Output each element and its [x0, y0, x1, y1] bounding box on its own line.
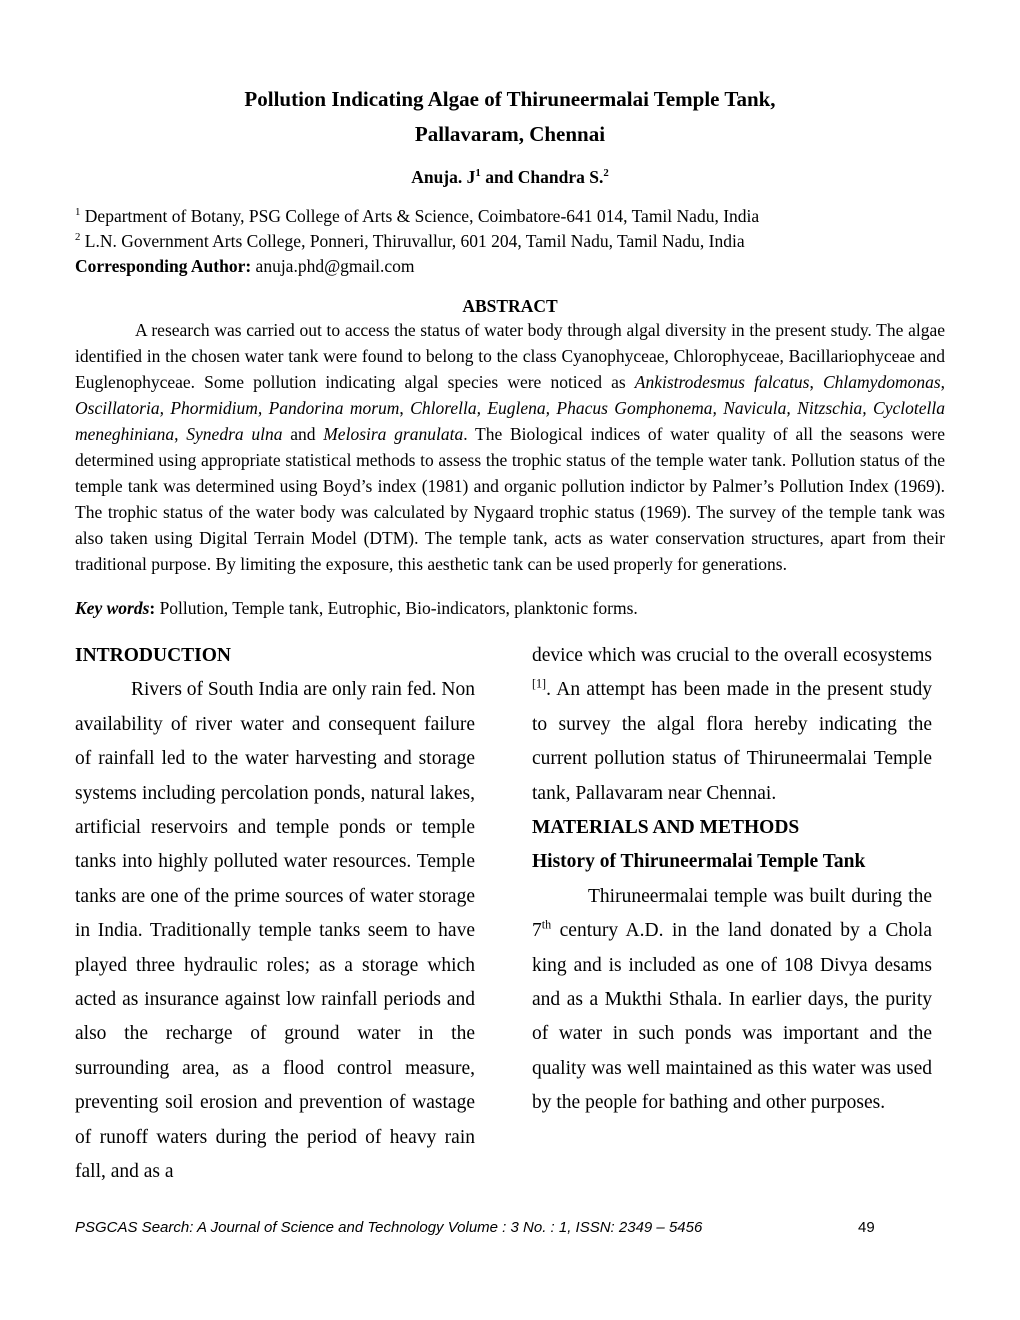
history-paragraph: Thiruneermalai temple was built during the 7th century A.D. in the land donated by a Chola king and is included as one of 108 Divya desams and as a Mukthi Sthala. In earlier days, the purity of water in such ponds was important and the quality was well maintained as this water was used by the people for bathing and other purposes.: [532, 885, 932, 1114]
paper-title: [75, 82, 945, 152]
paper-title-line2: Pallavaram, Chennai: [414, 122, 606, 146]
materials-methods-heading: MATERIALS AND METHODS: [532, 817, 800, 839]
authors-line: Anuja. $J^1$ and Chandra S.$^2$: [411, 167, 609, 187]
introduction-paragraph: Rivers of South India are only rain fed. Non availability of river water and consequent failure of rainfall led to the water harvesting and storage systems including percolation ponds, natural lakes, artificial reservoirs and temple ponds or temple tanks into highly polluted water resources. Temple tanks are one of the prime sources of water storage in India. Traditionally temple tanks seem to have played three hydraulic roles; as a storage which acted as insurance against low rainfall periods and also the recharge of ground water in the surrounding area, as a flood control measure, preventing soil erosion and prevention of wastage of runoff waters during the period of heavy rain fall, and as a: [75, 679, 475, 1183]
abstract-paragraph: A research was carried out to access the status of water body through algal diversity in the present study. The algae identified in the chosen water tank were found to belong to the class Cyanophyceae, Chlorophyceae, Bacillariophyceae and Euglenophyceae. Some pollution indicating algal species were noticed as Ankistrodesmus falcatus, Chlamydomonas, Oscillatoria, Phormidium, Pandorina morum, Chlorella, Euglena, Phacus Gomphonema, Navicula, Nitzschia, Cyclotella meneghiniana, Synedra ulna and Melosira granulata. The Biological indices of water quality of all the seasons were determined using appropriate statistical methods to assess the trophic status of the temple water tank. Pollution status of the temple tank was determined using Boyd’s index (1981) and organic pollution indictor by Palmer’s Pollution Index (1969). The trophic status of the water body was calculated by Nygaard trophic status (1969). The survey of the temple tank was also taken using Digital Terrain Model (DTM). The temple tank, acts as water conservation structures, apart from their traditional purpose. By limiting the exposure, this aesthetic tank can be used properly for generations.: [75, 320, 946, 574]
right-column: [532, 639, 932, 1190]
page-footer: [75, 1219, 945, 1236]
right-column-paragraph-1: device which was crucial to the overall ecosystems [1]. An attempt has been made in the present study to survey the algal flora hereby indicating the current pollution status of Thiruneermalai Temple tank, Pallavaram near Chennai.: [532, 645, 932, 804]
introduction-heading: INTRODUCTION: [75, 645, 232, 666]
keywords-line: Key words: Pollution, Temple tank, Eutrophic, Bio-indicators, planktonic forms.: [75, 598, 638, 618]
abstract-heading: ABSTRACT: [462, 296, 558, 316]
affiliations-block: [75, 204, 945, 279]
page-number: 49: [858, 1219, 875, 1236]
corresponding-author: Corresponding Author: anuja.phd@gmail.com: [75, 256, 415, 276]
journal-citation: PSGCAS Search: A Journal of Science and Technology Volume : 3 No. : 1, ISSN: 2349 – 5456: [75, 1219, 703, 1236]
paper-title-line1: Pollution Indicating Algae of Thiruneermalai Temple Tank,: [244, 87, 776, 111]
two-column-body: [75, 639, 945, 1190]
history-subheading: History of Thiruneermalai Temple Tank: [532, 851, 866, 873]
affiliation-2: $^2$ L.N. Government Arts College, Ponneri, Thiruvallur, 601 204, Tamil Nadu, Tamil Nadu, India: [75, 231, 745, 251]
left-column: [75, 639, 475, 1190]
affiliation-1: $^1$ Department of Botany, PSG College of Arts & Science, Coimbatore-641 014, Tamil Nadu, India: [75, 206, 760, 226]
